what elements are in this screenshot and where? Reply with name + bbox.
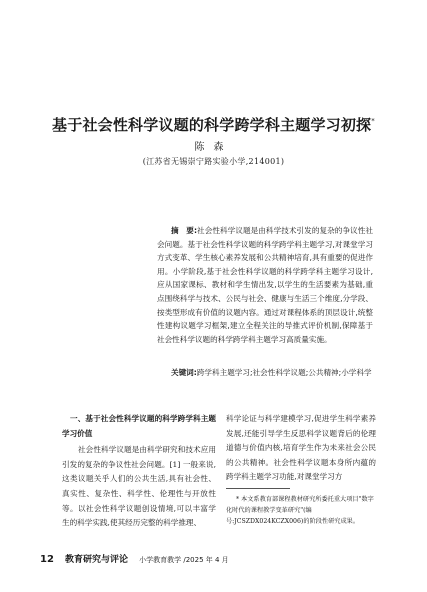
left-column [62, 412, 216, 531]
page-number: 12 [40, 554, 54, 565]
journal-issue: 小学教育教学 /2025 年 4 月 [139, 556, 229, 564]
abstract [157, 224, 373, 346]
author-affiliation: (江苏省无锡崇宁路实验小学,214001) [142, 157, 285, 166]
body-paragraph-right: 科学论证与科学建模学习,促进学生科学素养发展,还能引导学生反思科学议题背后的伦理道德与价值内核,培育学生作为未来社会公民的公共精神。社会性科学议题本身所内蕴的跨学科主题学习功能,对课堂学习方 [226, 414, 376, 482]
author-name: 陈森 [194, 142, 233, 153]
abstract-text: 社会性科学议题是由科学技术引发的复杂的争议性社会问题。基于社会性科学议题的科学跨学科主题学习,对课堂学习方式变革、学生核心素养发展和公共精神培育,具有重要的促进作用。小学阶段,基于社会性科学议题的科学跨学科主题学习设计,应从国家课标、教材和学生情出发,以学生的生活要素为基础,重点围绕科学与技术、公民与社会、健康与生活三个维度,分学段、按类型形成有价值的议题内容。通过对课程体系的顶层设计,统整性建构议题学习框架,建立全程关注的导推式评价机制,保障基于社会性科学议题的科学跨学科主题学习高质量实施。 [157, 226, 373, 344]
article-title [0, 114, 427, 135]
title-footnote-mark: * [371, 117, 375, 125]
keywords-label: 关键词: [171, 368, 197, 377]
footnote: * 本文系教育部课程教材研究所委托重大项目"数字化时代的课程教学变革研究"(编号:JCSZDX024KCZX006)的阶段性研究成果。 [226, 496, 374, 525]
keywords-text: 跨学科主题学习;社会性科学议题;公共精神;小学科学 [196, 368, 372, 377]
title-text: 基于社会性科学议题的科学跨学科主题学习初探 [52, 116, 372, 134]
body-paragraph-left: 社会性科学议题是由科学研究和技术应用引发的复杂的争议性社会问题。[1] 一般来说,这类议题关乎人们的公共生活,具有社会性、真实性、复杂性、科学性、伦理性与开放性等。以社会性科学议题创设情境,可以丰富学生的科学实践,使其经历完整的科学推理、 [62, 445, 216, 528]
keywords [157, 366, 373, 380]
abstract-label: 摘 要: [171, 226, 197, 235]
journal-name: 教育研究与评论 [65, 555, 129, 565]
footnote-divider [226, 488, 290, 489]
section-heading: 一、基于社会性科学议题的科学跨学科主题学习价值 [62, 414, 216, 438]
right-column [226, 412, 376, 485]
page-footer [40, 547, 400, 565]
